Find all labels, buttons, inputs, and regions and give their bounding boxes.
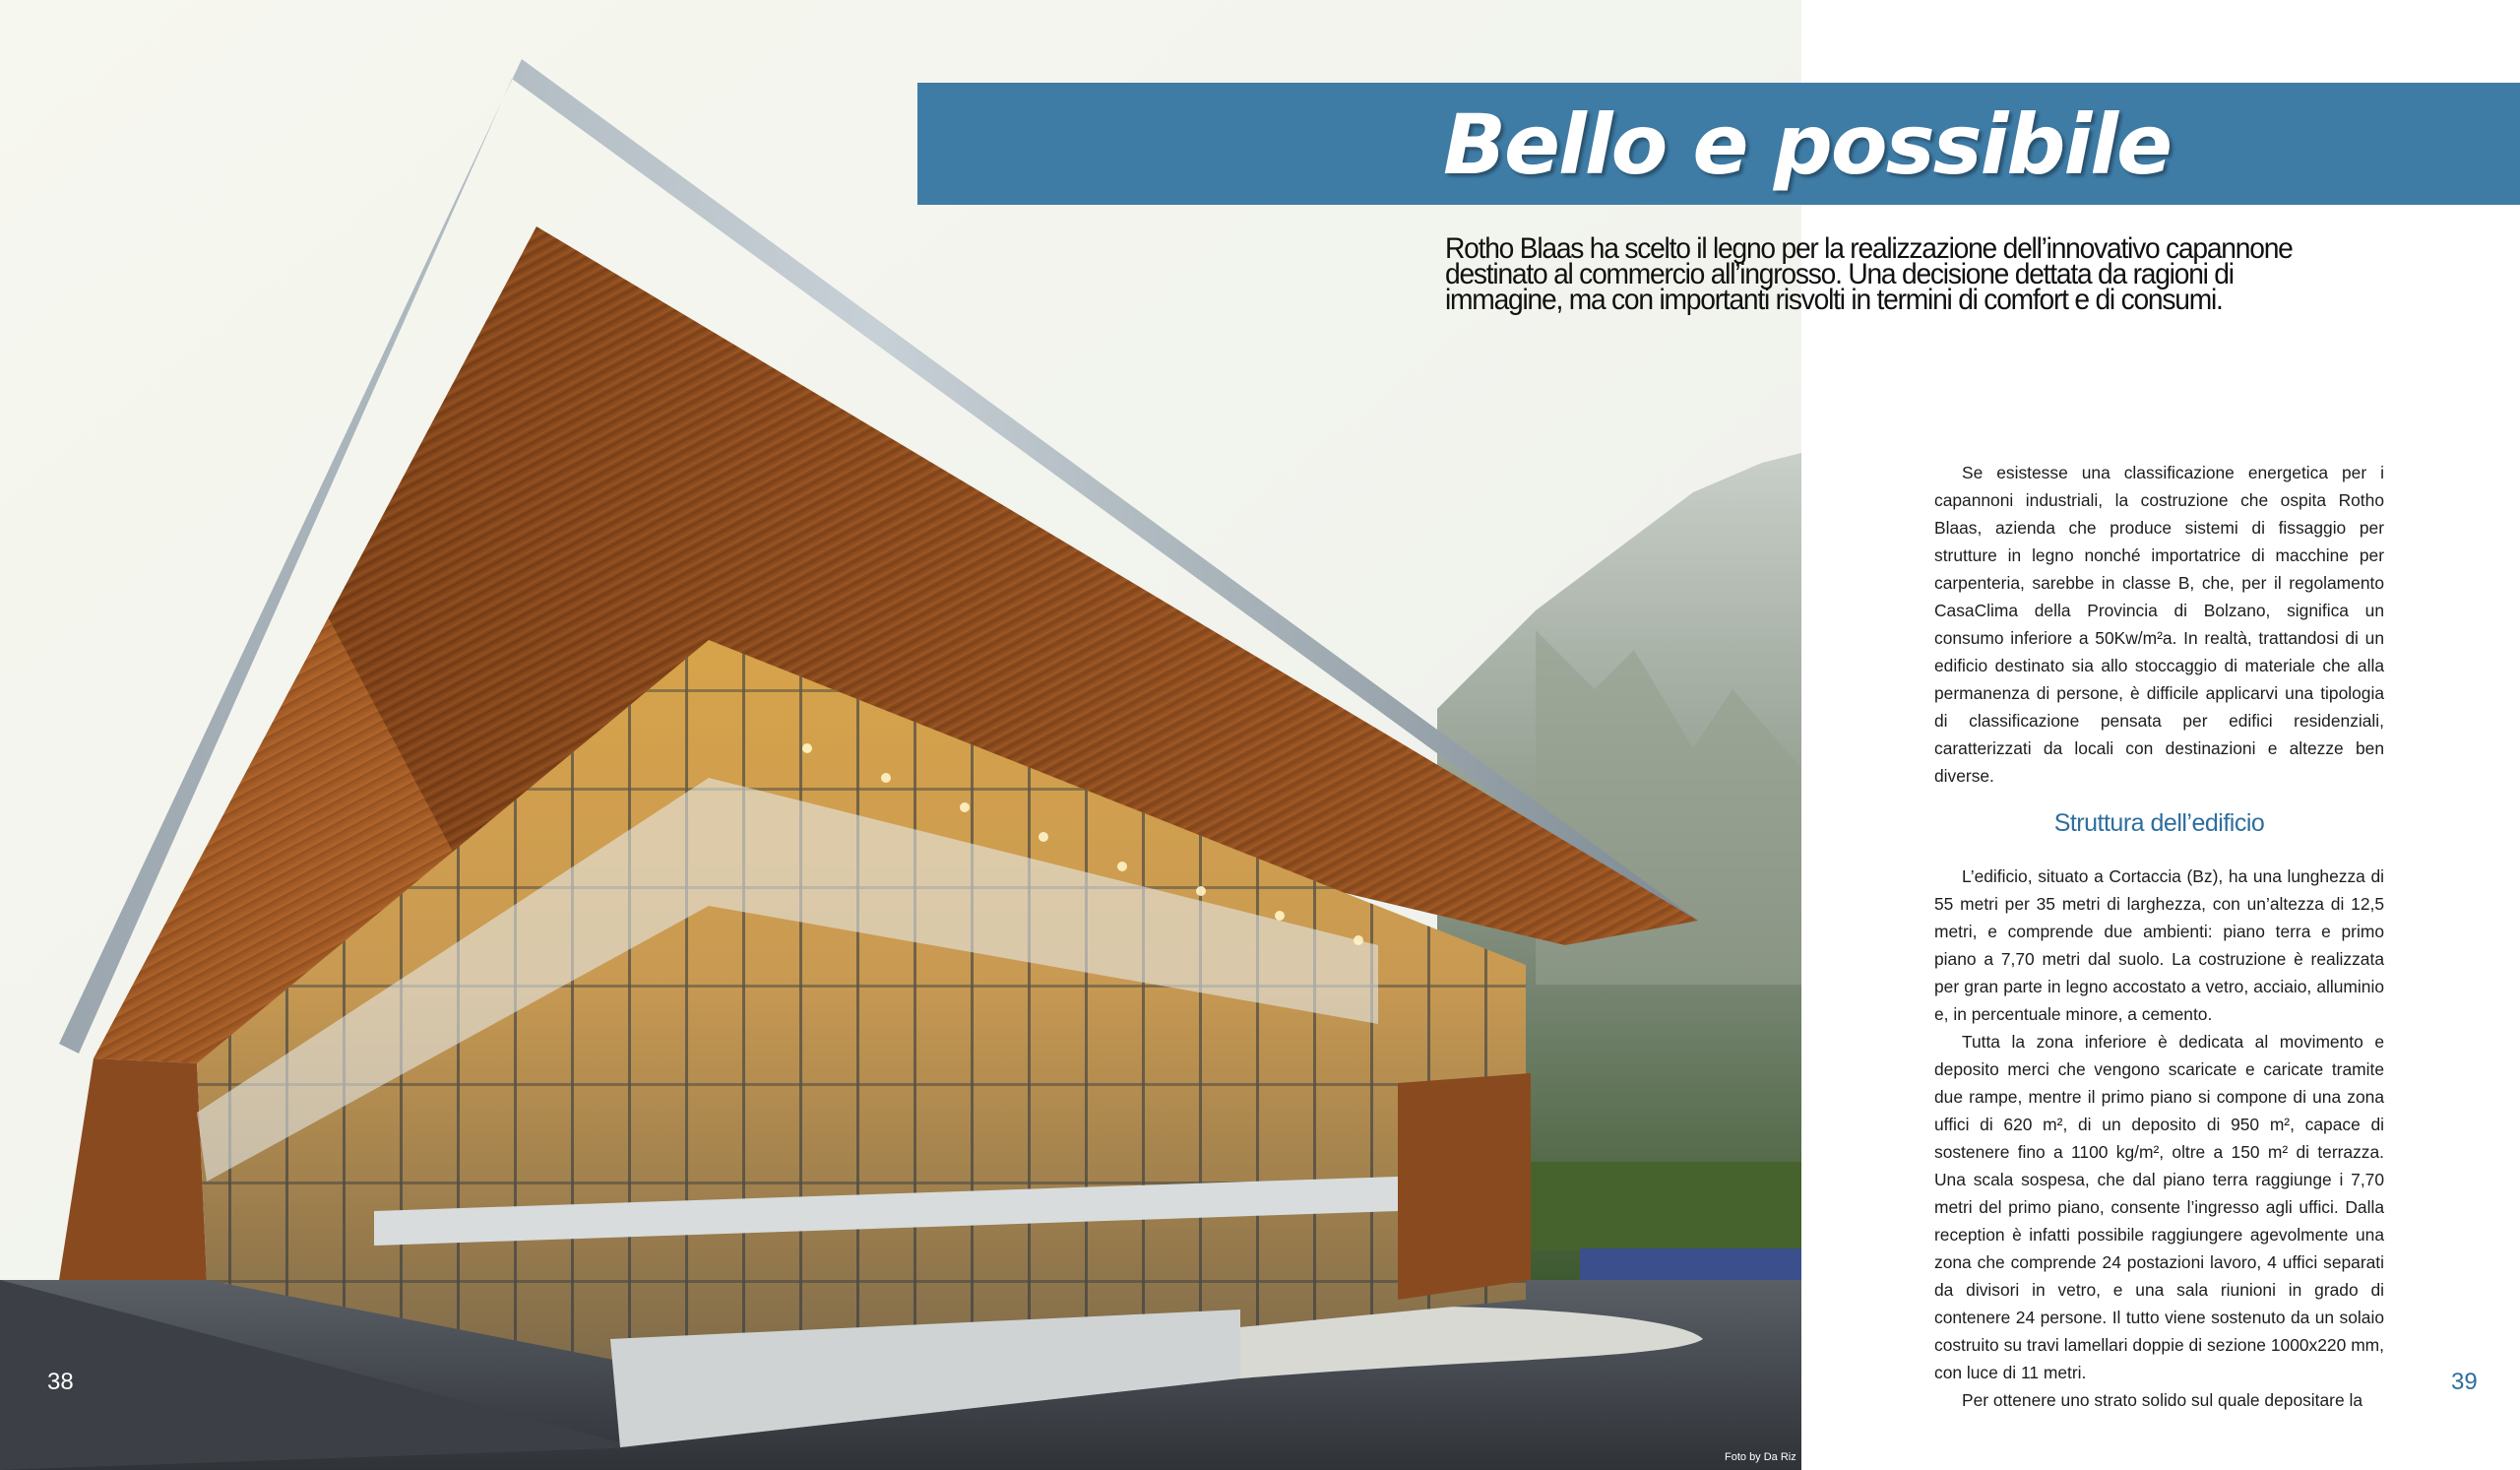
paragraph: Tutta la zona inferiore è dedicata al movimento e deposito merci che vengono scaricate e caricate tramite due rampe, mentre il primo piano si compone di una zona uffici di 620 m², di un deposito di 950 m², capace di sostenere fino a 1100 kg/m², oltre a 150 m² di terrazza. Una scala sospesa, che dal piano terra raggiunge i 7,70 metri del primo piano, consente l’ingresso agli uffici. Dalla reception è infatti possibile raggiungere agevolmente una zona che comprende 24 postazioni lavoro, 4 uffici separati da divisori in vetro, e una sala riunioni in grado di contenere 24 persone. Il tutto viene sostenuto da un solaio costruito su travi lamellari doppie di sezione 1000x220 mm, con luce di 11 metri. (1934, 1032, 2384, 1382)
article-lede: Rotho Blaas ha scelto il legno per la realizzazione dell’innovativo capannone destinato al commercio all’ingrosso. Una decisione dettata da ragioni di immagine, ma con importanti risvolti in termini di comfort e di consumi. (1445, 232, 2293, 316)
paragraph: Per ottenere uno strato solido sul quale depositare la (1962, 1390, 2363, 1410)
page-number-left: 38 (47, 1369, 74, 1395)
paragraph: Se esistesse una classificazione energetica per i capannoni industriali, la costruzione che ospita Rotho Blaas, azienda che produce sistemi di fissaggio per strutture in legno nonché importatrice di macchine per carpenteria, sarebbe in classe B, che, per il regolamento CasaClima della Provincia di Bolzano, significa un consumo inferiore a 50Kw/m²a. In realtà, trattandosi di un edificio destinato sia allo stoccaggio di materiale che alla permanenza di persone, è difficile applicarvi una tipologia di classificazione pensata per edifici residenziali, caratterizzati da locali con destinazioni e altezze ben diverse. (1934, 463, 2384, 786)
paragraph: L’edificio, situato a Cortaccia (Bz), ha una lunghezza di 55 metri per 35 metri di larghezza, con un’altezza di 12,5 metri, e comprende due ambienti: piano terra e primo piano a 7,70 metri dal suolo. La costruzione è realizzata per gran parte in legno accostato a vetro, acciaio, alluminio e, in percentuale minore, a cemento. (1934, 866, 2384, 1024)
section-heading: Struttura dell’edificio (2053, 809, 2265, 837)
photo-credit: Foto by Da Riz (1725, 1451, 1796, 1463)
body-column (1934, 459, 2384, 1414)
article-title: Bello e possibile (1443, 96, 2172, 193)
page-number-right: 39 (2451, 1369, 2478, 1395)
